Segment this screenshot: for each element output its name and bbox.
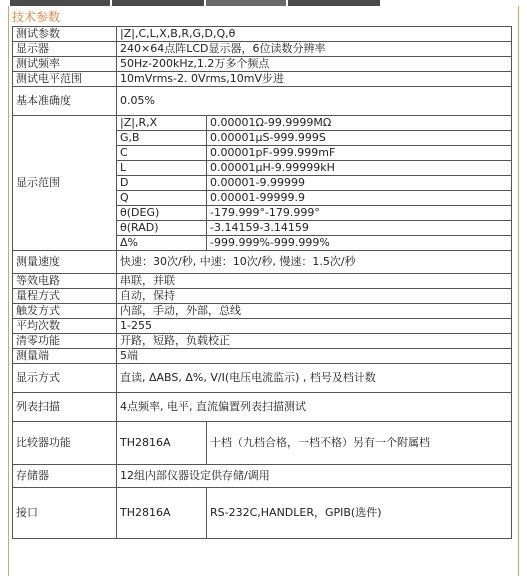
table-row [13, 319, 512, 334]
table-row [13, 27, 512, 42]
range-value: 0.00001-99999.9 [207, 191, 512, 206]
table-row [13, 42, 512, 57]
row-label: 显示方式 [13, 364, 117, 393]
range-param: D [117, 176, 207, 191]
row-value: 十档（九档合格，一档不格）另有一个附属档 [207, 422, 512, 465]
row-value: 串联，并联 [117, 274, 512, 289]
row-label: 量程方式 [13, 289, 117, 304]
range-value: 0.00001pF-999.999mF [207, 146, 512, 161]
row-model: TH2816A [117, 422, 207, 465]
row-value: 240×64点阵LCD显示器，6位读数分辨率 [117, 42, 512, 57]
row-label: 平均次数 [13, 319, 117, 334]
row-value: 50Hz-200kHz,1.2万多个频点 [117, 57, 512, 72]
row-model: TH2816A [117, 488, 207, 539]
range-param: |Z|,R,X [117, 116, 207, 131]
range-value: 0.00001Ω-99.9999MΩ [207, 116, 512, 131]
table-row [13, 87, 512, 116]
row-label: 测量速度 [13, 251, 117, 274]
table-row [13, 349, 512, 364]
row-value: 内部，手动，外部，总线 [117, 304, 512, 319]
range-value: 0.00001μH-9.99999kH [207, 161, 512, 176]
range-value: -999.999%-999.999% [207, 236, 512, 251]
range-param: θ(RAD) [117, 221, 207, 236]
row-label: 测试参数 [13, 27, 117, 42]
range-param: L [117, 161, 207, 176]
row-label: 测试频率 [13, 57, 117, 72]
content-frame [8, 6, 519, 576]
row-label: 显示范围 [13, 116, 117, 251]
range-param: θ(DEG) [117, 206, 207, 221]
table-row [13, 393, 512, 422]
row-label: 列表扫描 [13, 393, 117, 422]
row-label: 测试电平范围 [13, 72, 117, 87]
table-row [13, 72, 512, 87]
row-label: 基本准确度 [13, 87, 117, 116]
range-param: Q [117, 191, 207, 206]
row-label: 触发方式 [13, 304, 117, 319]
table-row [13, 251, 512, 274]
row-label: 比较器功能 [13, 422, 117, 465]
row-label: 显示器 [13, 42, 117, 57]
table-row [13, 289, 512, 304]
table-row [13, 304, 512, 319]
table-row [13, 57, 512, 72]
range-value: 0.00001-9.99999 [207, 176, 512, 191]
row-value: 12组内部仪器设定供存储/调用 [117, 465, 512, 488]
spec-table [12, 26, 512, 539]
row-label: 存储器 [13, 465, 117, 488]
row-value: 直读, ΔABS, Δ%, V/I(电压电流监示) , 档号及档计数 [117, 364, 512, 393]
row-label: 测量端 [13, 349, 117, 364]
row-value: 5端 [117, 349, 512, 364]
range-param: C [117, 146, 207, 161]
table-row [13, 274, 512, 289]
row-value: 开路，短路，负载校正 [117, 334, 512, 349]
row-value: 1-255 [117, 319, 512, 334]
table-row [13, 364, 512, 393]
row-value: 0.05% [117, 87, 512, 116]
table-row [13, 422, 512, 465]
table-row [13, 488, 512, 539]
table-row [13, 334, 512, 349]
row-value: RS-232C,HANDLER，GPIB(选件) [207, 488, 512, 539]
row-value: 10mVrms-2. 0Vrms,10mV步进 [117, 72, 512, 87]
row-value: 自动，保持 [117, 289, 512, 304]
row-label: 清零功能 [13, 334, 117, 349]
row-value: 4点频率, 电平, 直流偏置列表扫描测试 [117, 393, 512, 422]
row-label: 接口 [13, 488, 117, 539]
row-value: |Z|,C,L,X,B,R,G,D,Q,θ [117, 27, 512, 42]
row-value: 快速：30次/秒, 中速：10次/秒, 慢速：1.5次/秒 [117, 251, 512, 274]
range-param: Δ% [117, 236, 207, 251]
range-value: -179.999°-179.999° [207, 206, 512, 221]
range-value: -3.14159-3.14159 [207, 221, 512, 236]
range-value: 0.00001μS-999.999S [207, 131, 512, 146]
section-heading: 技术参数 [12, 10, 61, 24]
table-row [13, 465, 512, 488]
row-label: 等效电路 [13, 274, 117, 289]
display-range-row [13, 116, 512, 131]
range-param: G,B [117, 131, 207, 146]
